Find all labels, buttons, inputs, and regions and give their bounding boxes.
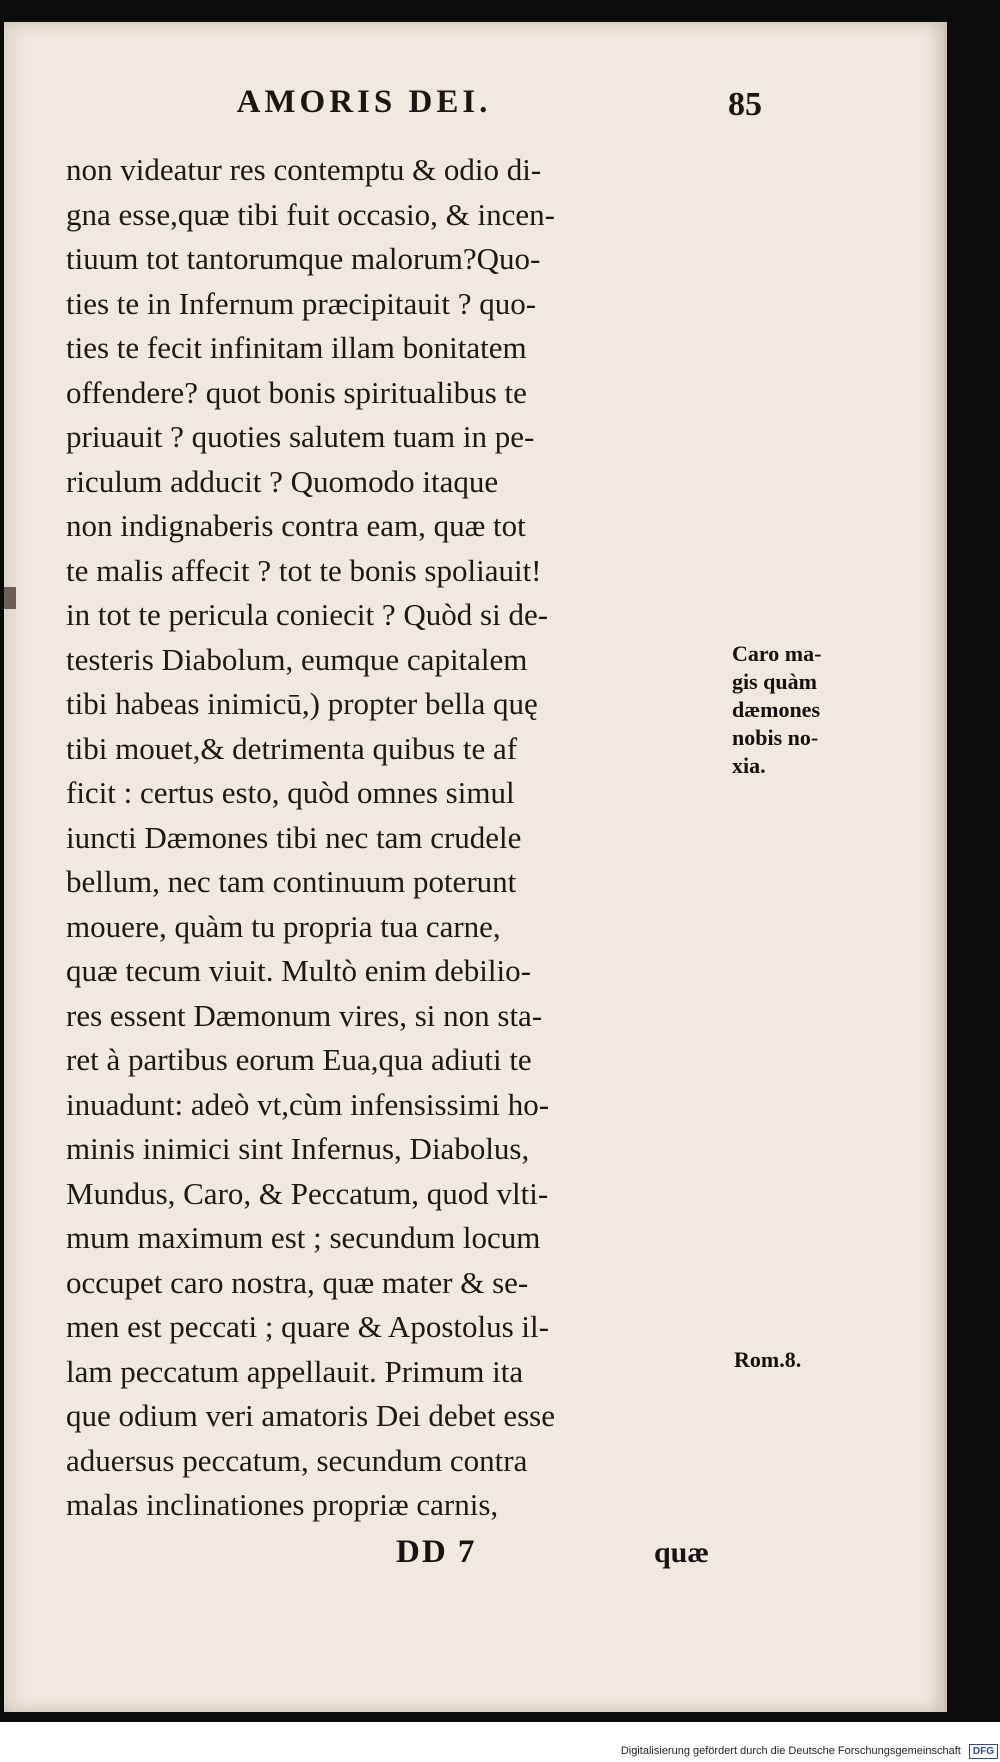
text-line: ficit : certus esto, quòd omnes simul bbox=[66, 775, 515, 810]
text-line: testeris Diabolum, eumque capitalem bbox=[66, 641, 528, 677]
text-line: iuncti Dæmones tibi nec tam crudele bbox=[66, 819, 522, 855]
text-line: ties te fecit infinitam illam bonitatem bbox=[66, 330, 527, 365]
catchword: quæ bbox=[654, 1536, 710, 1569]
text-line: non indignaberis contra eam, quæ tot bbox=[66, 508, 526, 543]
signature-mark: DD 7 bbox=[396, 1534, 477, 1570]
margin-note-line: gis quàm bbox=[732, 669, 817, 694]
body-text bbox=[66, 148, 726, 1528]
credit-text: Digitalisierung gefördert durch die Deutsche Forschungsgemeinschaft bbox=[620, 1745, 961, 1757]
text-line: Mundus, Caro, & Peccatum, quod vlti- bbox=[66, 1175, 549, 1211]
digitization-credit bbox=[0, 1740, 998, 1762]
text-line: priuauit ? quoties salutem tuam in pe- bbox=[66, 419, 535, 454]
margin-note-line: nobis no- bbox=[732, 725, 819, 750]
text-line: minis inimici sint Infernus, Diabolus, bbox=[66, 1131, 530, 1166]
text-line: tibi mouet,& detrimenta quibus te af bbox=[66, 730, 518, 766]
margin-note-caro bbox=[732, 640, 821, 780]
text-line: in tot te pericula coniecit ? Quòd si de- bbox=[66, 597, 549, 632]
margin-note-line: Rom.8. bbox=[734, 1347, 802, 1372]
margin-note-rom bbox=[734, 1346, 801, 1374]
text-line: mum maximum est ; secundum locum bbox=[66, 1220, 541, 1255]
page-tab-mark bbox=[4, 587, 16, 609]
text-line: non videatur res contemptu & odio di- bbox=[66, 152, 542, 187]
text-line: men est peccati ; quare & Apostolus il- bbox=[66, 1309, 549, 1344]
text-line: inuadunt: adeò vt,cùm infensissimi ho- bbox=[66, 1086, 550, 1122]
book-page bbox=[4, 22, 947, 1712]
text-line: lam peccatum appellauit. Primum ita bbox=[66, 1353, 524, 1389]
text-line: quæ tecum viuit. Multò enim debilio- bbox=[66, 953, 531, 988]
text-line: riculum adducit ? Quomodo itaque bbox=[66, 463, 499, 499]
margin-note-line: xia. bbox=[732, 753, 766, 778]
margin-note-line: dæmones bbox=[732, 697, 821, 722]
text-line: mouere, quàm tu propria tua carne, bbox=[66, 908, 501, 944]
text-line: ties te in Infernum præcipitauit ? quo- bbox=[66, 285, 537, 321]
text-line: occupet caro nostra, quæ mater & se- bbox=[66, 1264, 529, 1300]
text-line: malas inclinationes propriæ carnis, bbox=[66, 1487, 499, 1522]
dfg-logo: DFG bbox=[969, 1744, 998, 1759]
text-line: offendere? quot bonis spiritualibus te bbox=[66, 374, 527, 410]
text-line: res essent Dæmonum vires, si non sta- bbox=[66, 997, 543, 1033]
text-line: ret à partibus eorum Eua,qua adiuti te bbox=[66, 1042, 532, 1077]
page-number: 85 bbox=[728, 86, 762, 123]
text-line: tibi habeas inimicū,) propter bella quę bbox=[66, 686, 538, 721]
running-head: AMORIS DEI. bbox=[236, 84, 492, 120]
text-line: gna esse,quæ tibi fuit occasio, & incen- bbox=[66, 196, 555, 232]
text-line: tiuum tot tantorumque malorum?Quo- bbox=[66, 241, 541, 276]
text-line: bellum, nec tam continuum poterunt bbox=[66, 864, 517, 899]
text-line: te malis affecit ? tot te bonis spoliauit! bbox=[66, 552, 542, 588]
text-line: que odium veri amatoris Dei debet esse bbox=[66, 1398, 555, 1433]
margin-note-line: Caro ma- bbox=[732, 641, 822, 666]
text-line: aduersus peccatum, secundum contra bbox=[66, 1442, 528, 1478]
